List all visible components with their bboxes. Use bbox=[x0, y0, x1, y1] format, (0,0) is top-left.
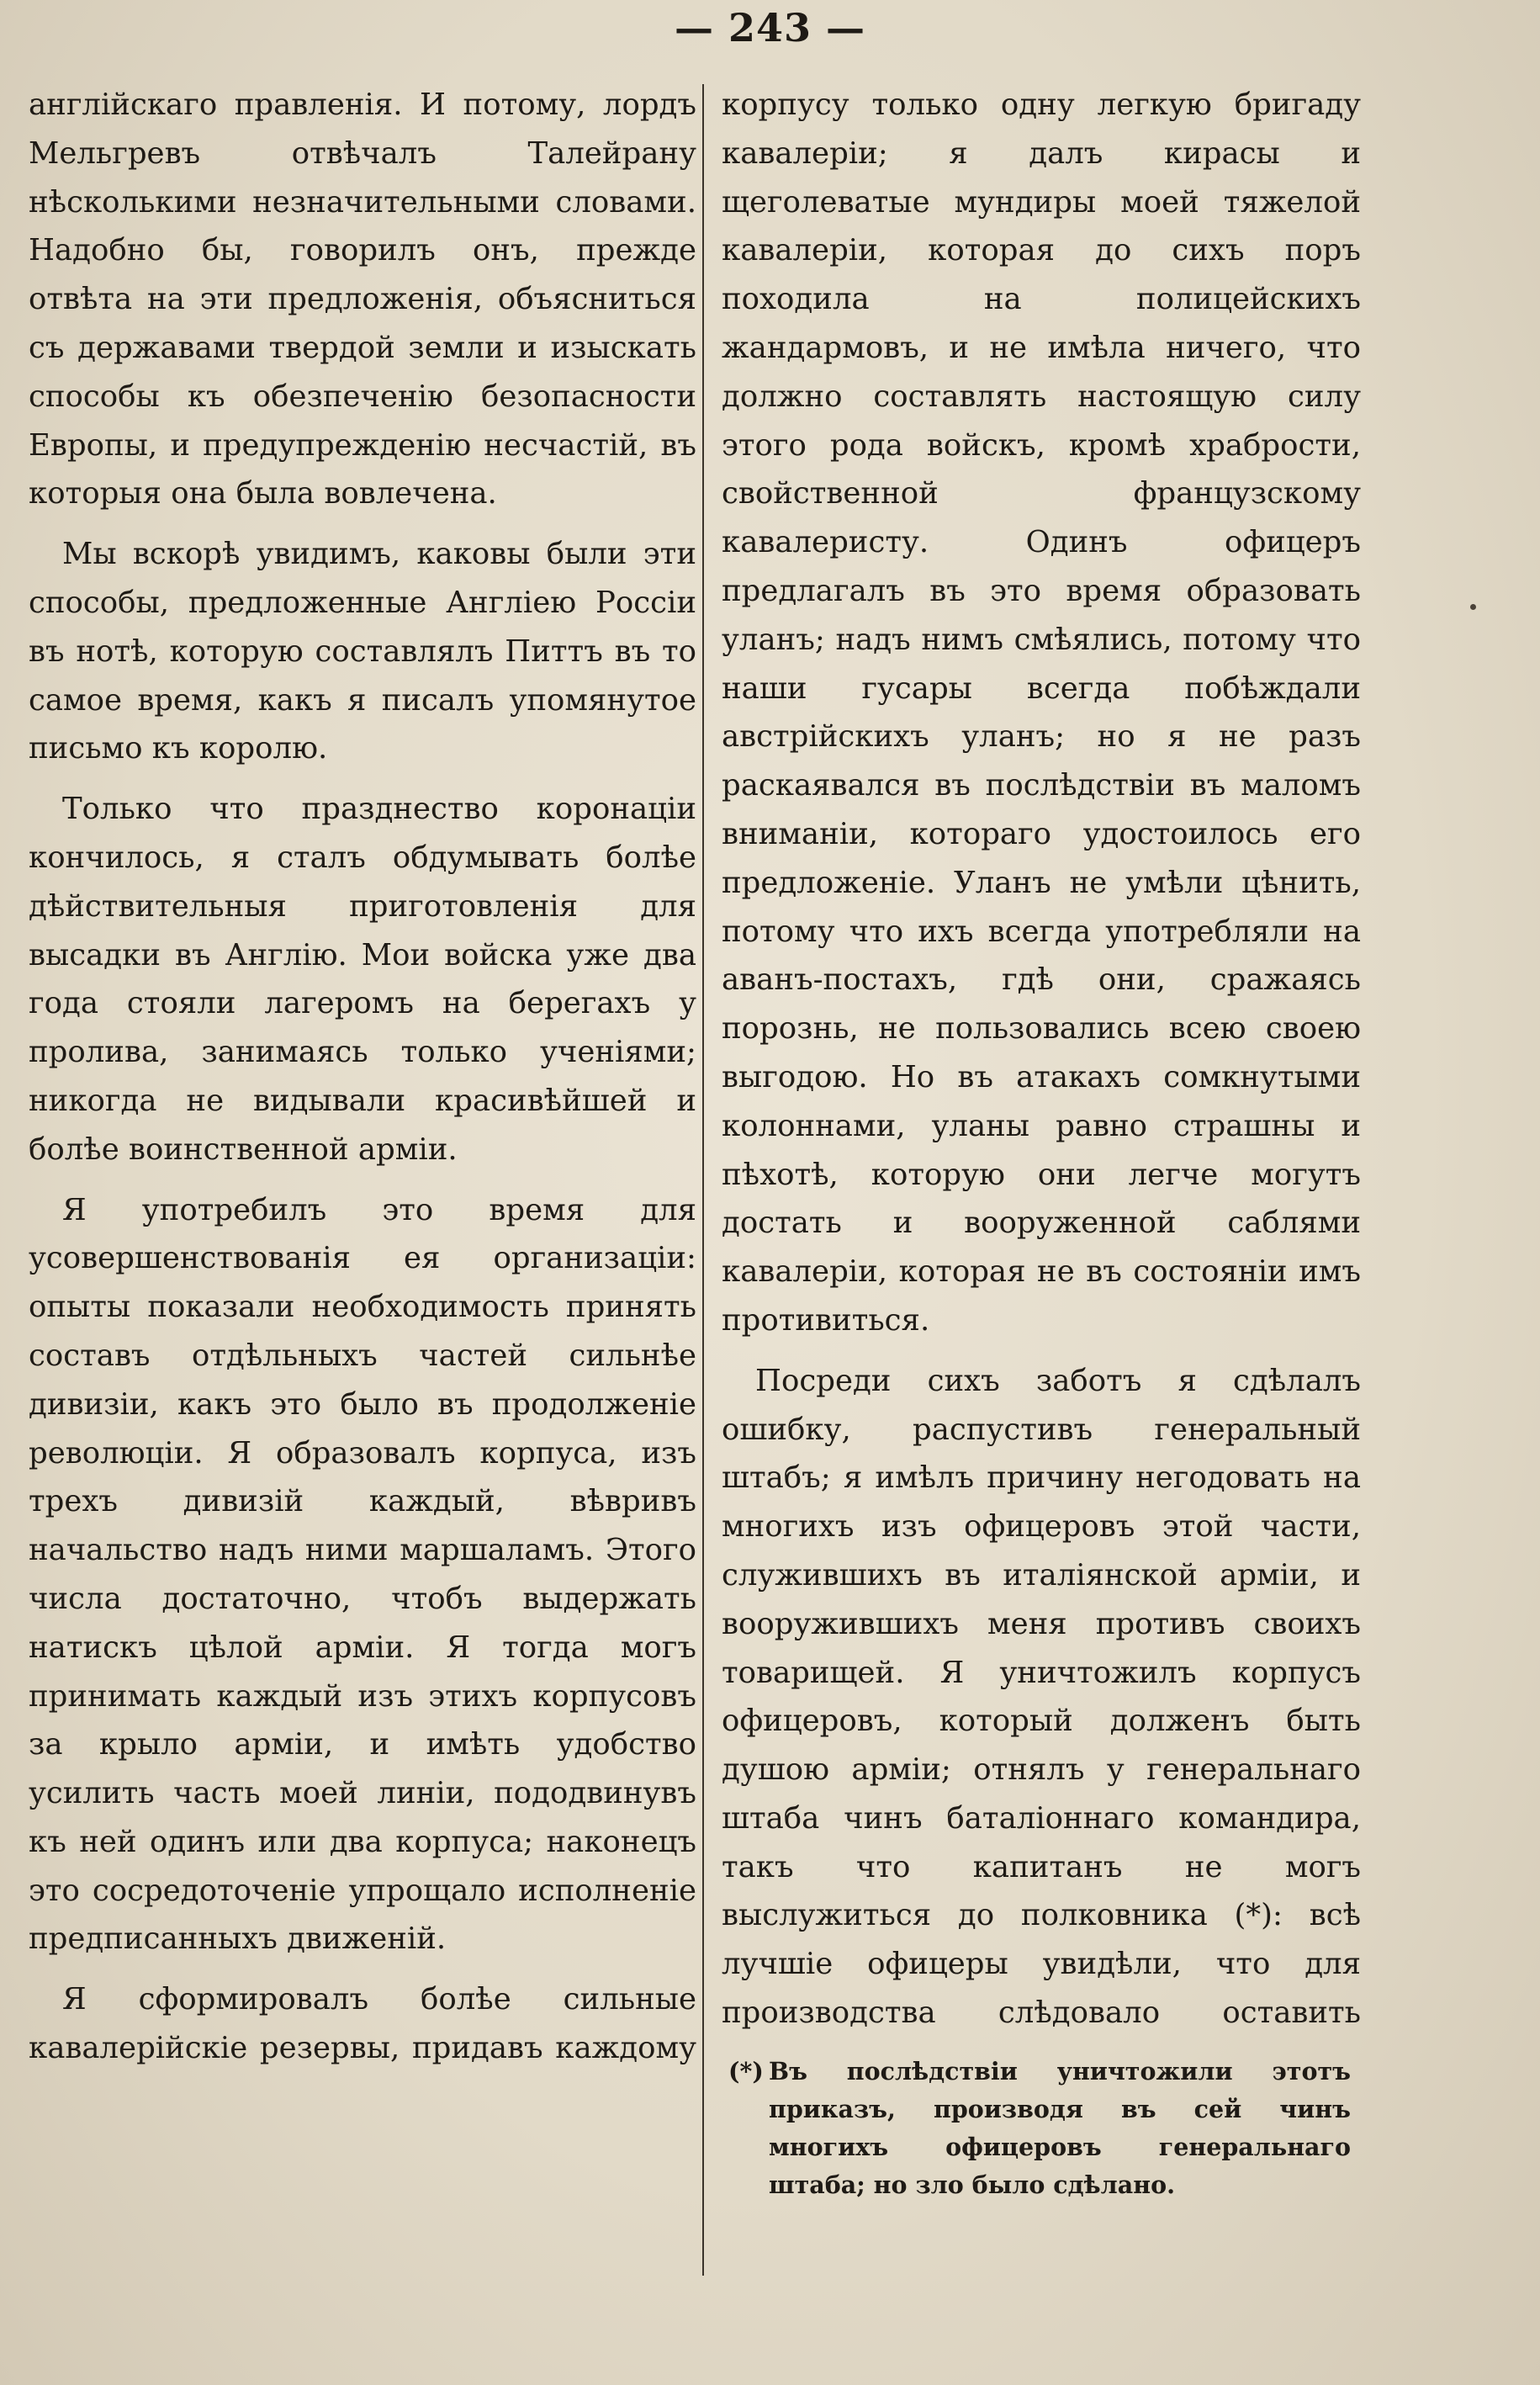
column-divider bbox=[702, 84, 704, 2276]
page-number: — 243 — bbox=[674, 5, 866, 50]
left-column bbox=[29, 81, 696, 2073]
paragraph: Я употребилъ это время для усовершенствованія ея организаціи: опыты показали необходимость принять составъ отдѣльныхъ частей сильнѣе дивизіи, какъ это было въ продолженіе революціи. Я образовалъ корпуса, изъ трехъ дивизій каждый, вѣвривъ начальство надъ ними маршаламъ. Этого числа достаточно, чтобъ выдержать натискъ цѣлой арміи. Я тогда могъ принимать каждый изъ этихъ корпусовъ за крыло арміи, и имѣть удобство усилить часть моей линіи, пододвинувъ къ ней одинъ или два корпуса; наконецъ это сосредоточеніе упрощало исполненіе предписанныхъ движеній. bbox=[29, 1192, 696, 1957]
right-column bbox=[722, 81, 1361, 2038]
paragraph: Я сформировалъ болѣе сильные кавалерійскіе резервы, придавъ каждому bbox=[29, 1982, 696, 2066]
paragraph: Посреди сихъ заботъ я сдѣлалъ ошибку, распустивъ генеральный штабъ; я имѣлъ причину негодовать на многихъ изъ офицеровъ этой части, служившихъ въ италіянской арміи, и вооружившихъ меня противъ своихъ товарищей. Я уничтожилъ корпусъ офицеровъ, который долженъ быть душою арміи; отнялъ у генеральнаго штаба чинъ баталіоннаго командира, такъ что капитанъ не могъ выслужиться до полковника (*): всѣ лучшіе офицеры увидѣли, что для производства слѣдовало оставить bbox=[722, 1363, 1361, 2031]
paragraph: Мы вскорѣ увидимъ, каковы были эти способы, предложенные Англіею Россіи въ нотѣ, которую составлялъ Питтъ въ то самое время, какъ я писалъ упомянутое письмо къ королю. bbox=[29, 537, 696, 766]
footnote-text: Въ послѣдствіи уничтожили этотъ приказъ, производя въ сей чинъ многихъ офицеровъ генеральнаго штаба; но зло было сдѣлано. bbox=[769, 2057, 1351, 2199]
paragraph: Только что празднество коронаціи кончилось, я сталъ обдумывать болѣе дѣйствительныя приготовленія для высадки въ Англію. Мои войска уже два года стояли лагеромъ на берегахъ у пролива, занимаясь только ученіями; никогда не видывали красивѣйшей и болѣе воинственной арміи. bbox=[29, 792, 696, 1167]
paragraph: корпусу только одну легкую бригаду кавалеріи; я далъ кирасы и щеголеватые мундиры моей тяжелой кавалеріи, которая до сихъ поръ походила на полицейскихъ жандармовъ, и не имѣла ничего, что должно составлять настоящую силу этого рода войскъ, кромѣ храбрости, свойственной французскому кавалеристу. Одинъ офицеръ предлагалъ въ это время образовать уланъ; надъ нимъ смѣялись, потому что наши гусары всегда побѣждали австрійскихъ уланъ; но я не разъ раскаявался въ послѣдствіи въ маломъ вниманіи, котораго удостоилось его предложеніе. Уланъ не умѣли цѣнить, потому что ихъ всегда употребляли на аванъ-постахъ, гдѣ они, сражаясь порознь, не пользовались всею своею выгодою. Но въ атакахъ сомкнутыми колоннами, уланы равно страшны и пѣхотѣ, которую они легче могутъ достать и вооруженной саблями кавалеріи, которая не въ состояніи имъ противиться. bbox=[722, 87, 1361, 1338]
footnote-mark: (*) bbox=[728, 2057, 764, 2086]
paper-speck bbox=[1470, 604, 1476, 610]
footnote bbox=[728, 2053, 1351, 2204]
paragraph: англійскаго правленія. И потому, лордъ Мельгревъ отвѣчалъ Талейрану нѣсколькими незначительными словами. Надобно бы, говорилъ онъ, прежде отвѣта на эти предложенія, объясниться съ державами твердой земли и изыскать способы къ обезпеченію безопасности Европы, и предупрежденію несчастій, въ которыя она была вовлечена. bbox=[29, 87, 696, 511]
